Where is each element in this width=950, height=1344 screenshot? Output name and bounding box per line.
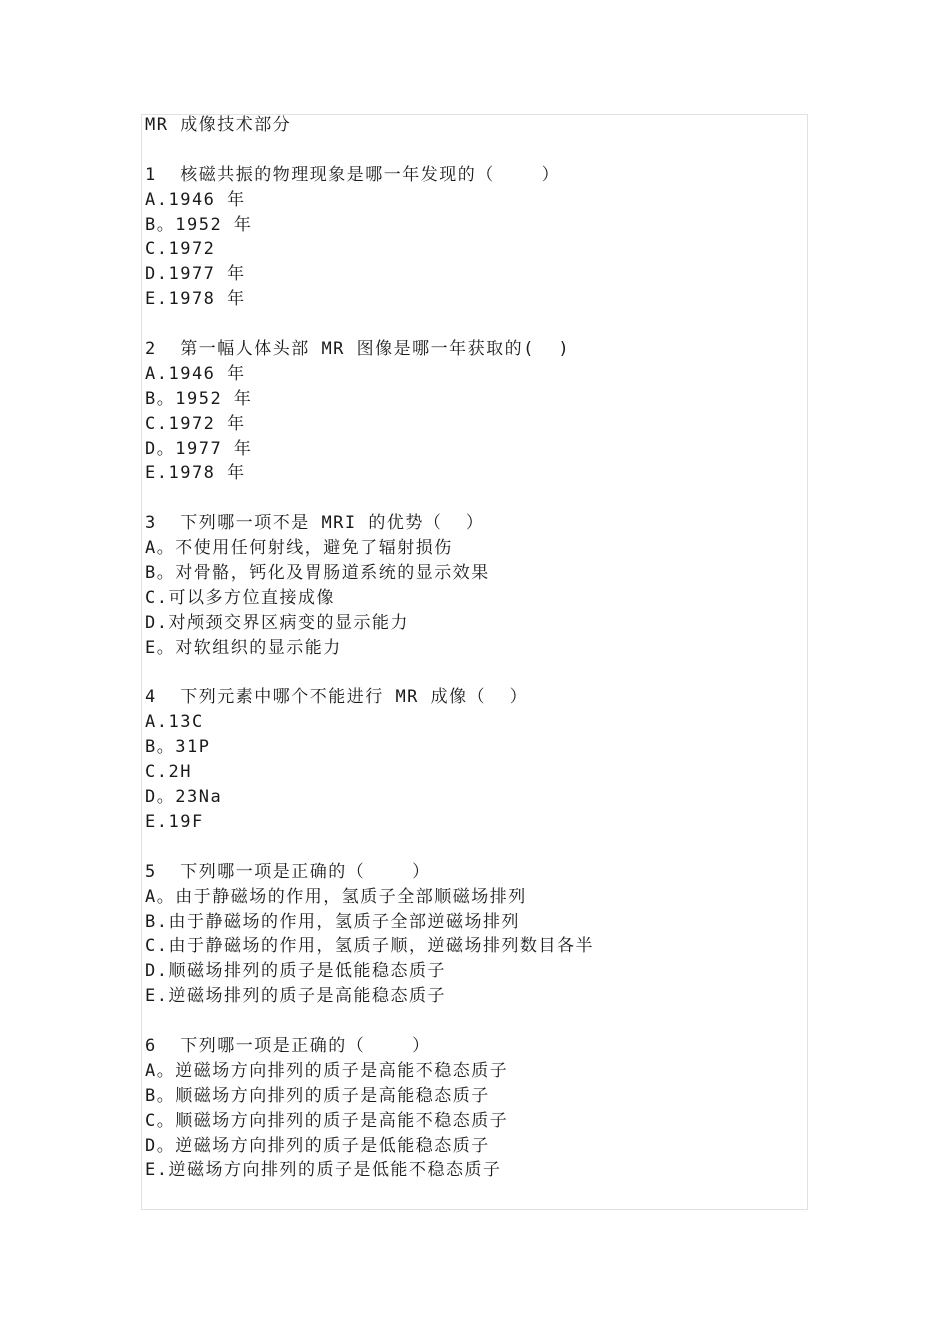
option-b: B。1952 年 (145, 388, 253, 409)
question-1 (145, 163, 800, 312)
option-e: E.逆磁场方向排列的质子是低能不稳态质子 (145, 1160, 502, 1181)
option-c: C.1972 (145, 239, 216, 260)
option-a: A。由于静磁场的作用，氢质子全部顺磁场排列 (145, 886, 527, 907)
question-stem: 4 下列元素中哪个不能进行 MR 成像（ ） (145, 687, 529, 708)
spacer (145, 835, 800, 860)
option-d: D.顺磁场排列的质子是低能稳态质子 (145, 961, 446, 982)
spacer (145, 312, 800, 337)
option-b: B。顺磁场方向排列的质子是高能稳态质子 (145, 1085, 490, 1106)
option-d: D.1977 年 (145, 264, 246, 285)
option-d: D.对颅颈交界区病变的显示能力 (145, 612, 409, 633)
question-stem: 3 下列哪一项不是 MRI 的优势（ ） (145, 513, 485, 534)
option-b: B。1952 年 (145, 214, 253, 235)
option-b: B.由于静磁场的作用，氢质子全部逆磁场排列 (145, 911, 520, 932)
document-content (145, 113, 800, 1183)
spacer (145, 1009, 800, 1034)
question-3 (145, 511, 800, 660)
option-b: B。31P (145, 737, 211, 758)
option-e: E.19F (145, 811, 204, 832)
option-c: C.2H (145, 762, 192, 783)
option-c: C.由于静磁场的作用，氢质子顺，逆磁场排列数目各半 (145, 936, 594, 957)
option-a: A.13C (145, 712, 204, 733)
question-stem: 6 下列哪一项是正确的（ ） (145, 1035, 431, 1056)
option-d: D。1977 年 (145, 438, 253, 459)
spacer (145, 661, 800, 686)
question-4 (145, 685, 800, 834)
option-d: D。23Na (145, 787, 223, 808)
spacer (145, 486, 800, 511)
question-2 (145, 337, 800, 486)
question-5 (145, 860, 800, 1009)
option-a: A.1946 年 (145, 189, 246, 210)
option-e: E.1978 年 (145, 463, 246, 484)
option-a: A.1946 年 (145, 363, 246, 384)
option-e: E.1978 年 (145, 289, 246, 310)
option-d: D。逆磁场方向排列的质子是低能稳态质子 (145, 1135, 490, 1156)
question-6 (145, 1034, 800, 1183)
option-e: E。对软组织的显示能力 (145, 637, 342, 658)
option-c: C。顺磁场方向排列的质子是高能不稳态质子 (145, 1110, 509, 1131)
option-b: B。对骨骼，钙化及胃肠道系统的显示效果 (145, 563, 490, 584)
option-c: C.1972 年 (145, 413, 246, 434)
option-a: A。不使用任何射线，避免了辐射损伤 (145, 538, 453, 559)
option-e: E.逆磁场排列的质子是高能稳态质子 (145, 986, 446, 1007)
spacer (145, 138, 800, 163)
option-a: A。逆磁场方向排列的质子是高能不稳态质子 (145, 1060, 509, 1081)
question-stem: 2 第一幅人体头部 MR 图像是哪一年获取的( ) (145, 339, 571, 360)
option-c: C.可以多方位直接成像 (145, 587, 335, 608)
question-stem: 5 下列哪一项是正确的（ ） (145, 861, 431, 882)
document-title: MR 成像技术部分 (145, 115, 292, 135)
question-stem: 1 核磁共振的物理现象是哪一年发现的（ ） (145, 164, 561, 185)
